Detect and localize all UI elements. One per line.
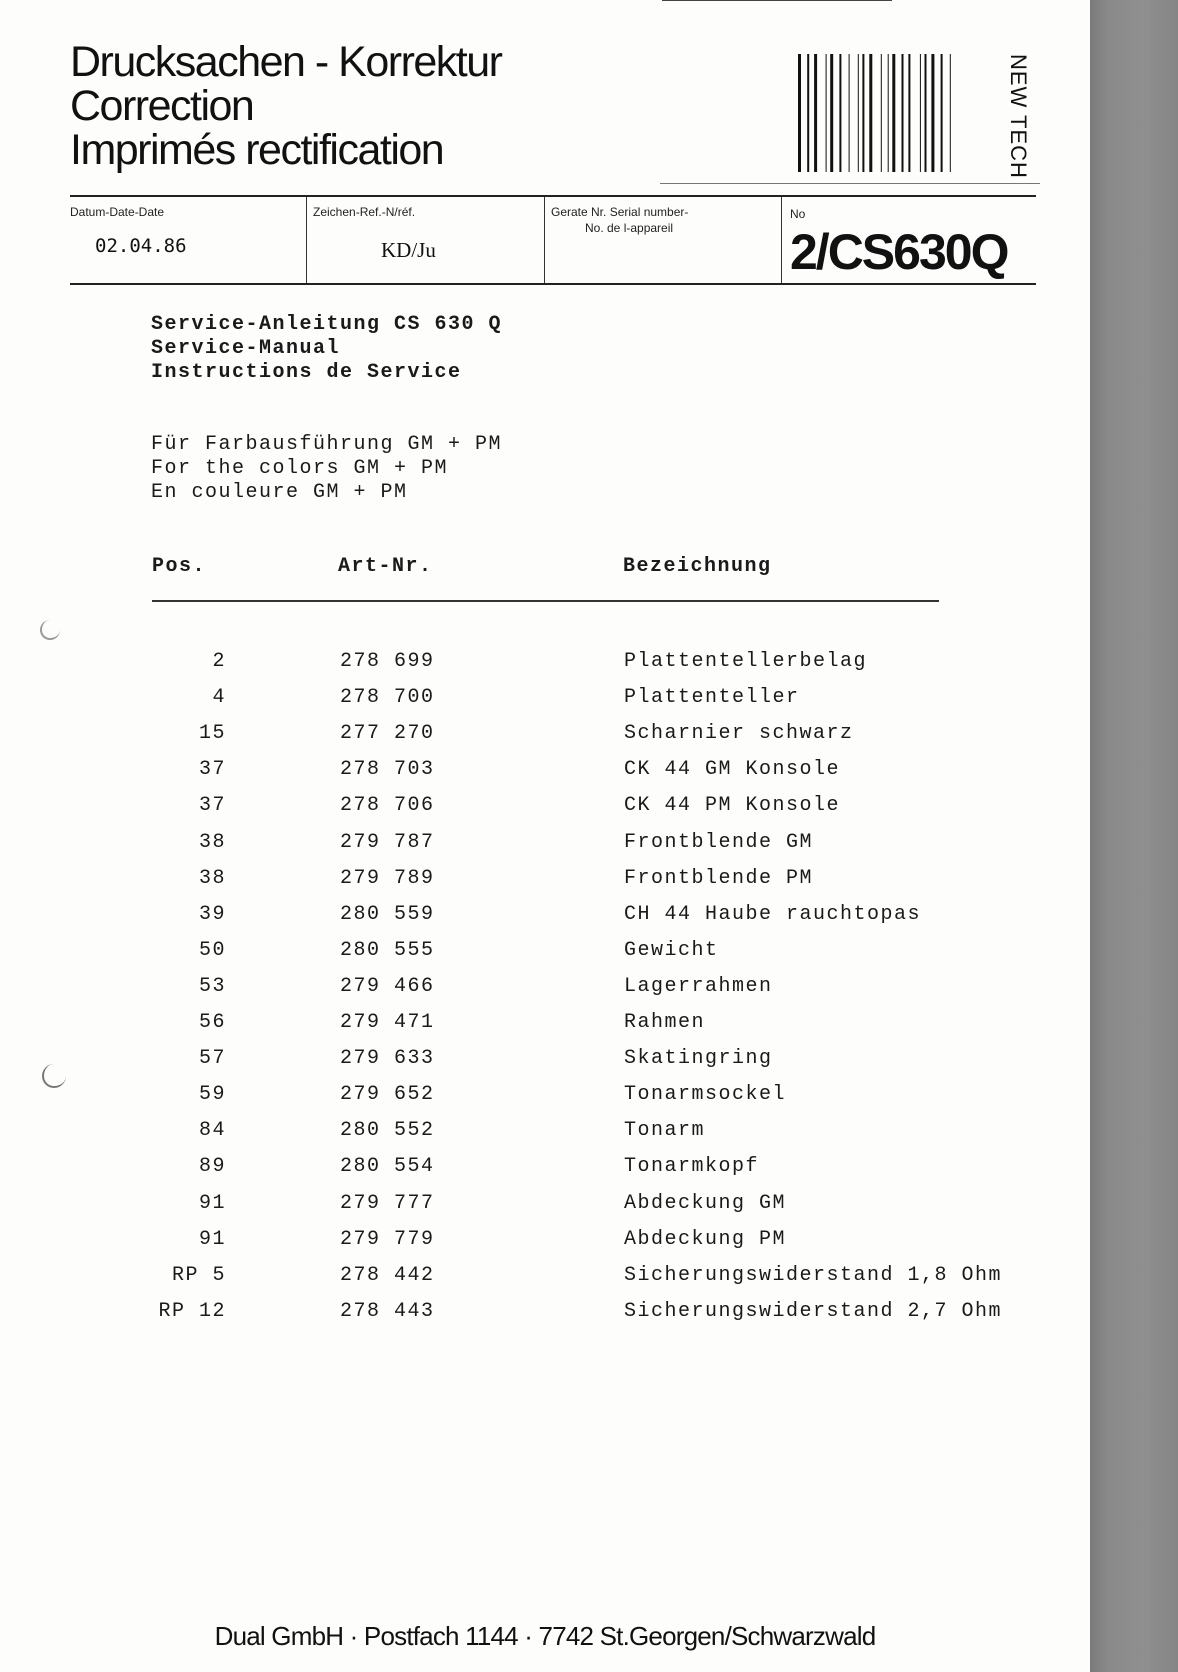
table-row (0, 975, 1090, 1011)
table-cell-bezeichnung: Gewicht (624, 938, 719, 962)
barcode-bar (920, 54, 921, 172)
title-line-french: Imprimés rectification (70, 126, 444, 174)
barcode-bar (931, 54, 934, 172)
barcode-bar (814, 54, 817, 172)
barcode-bar (888, 54, 889, 172)
barcode-bar (892, 54, 895, 172)
color-variant-french: En couleure GM + PM (151, 481, 408, 504)
table-row (0, 903, 1090, 939)
barcode-bar (925, 54, 927, 172)
column-header-bezeichnung: Bezeichnung (623, 555, 772, 578)
manual-title-french: Instructions de Service (151, 361, 462, 384)
table-row (0, 939, 1090, 975)
table-cell-pos: 57 (198, 1047, 226, 1071)
barcode-label: NEW TECH (1006, 54, 1031, 179)
barcode (798, 54, 998, 172)
number-cell (781, 197, 1037, 283)
table-cell-pos: 37 (198, 794, 226, 818)
barcode-bar (798, 54, 801, 172)
table-cell-bezeichnung: Skatingring (624, 1047, 773, 1071)
number-label: No (790, 207, 806, 221)
barcode-bar (902, 54, 904, 172)
table-row (0, 1119, 1090, 1155)
table-cell-bezeichnung: Abdeckung GM (624, 1191, 787, 1215)
table-cell-art-nr: 278 699 (340, 650, 435, 673)
table-row (0, 1192, 1090, 1228)
table-row (0, 758, 1090, 794)
table-cell-art-nr: 279 652 (340, 1083, 435, 1107)
table-row (0, 1264, 1090, 1300)
table-row (0, 831, 1090, 867)
barcode-bar (830, 54, 833, 172)
color-variant-block (151, 433, 502, 505)
color-variant-german: Für Farbausführung GM + PM (151, 433, 503, 456)
table-cell-pos: 53 (198, 974, 226, 998)
barcode-bar (950, 54, 951, 172)
table-row (0, 1155, 1090, 1191)
table-cell-bezeichnung: Scharnier schwarz (624, 722, 854, 746)
table-cell-pos: 56 (198, 1011, 226, 1034)
serial-label-1: Gerate Nr. Serial number- (551, 205, 689, 219)
table-cell-bezeichnung: Lagerrahmen (624, 974, 773, 998)
table-cell-art-nr: 279 633 (340, 1047, 435, 1071)
title-line-german: Drucksachen - Korrektur (70, 38, 502, 86)
table-cell-pos: 15 (198, 722, 226, 746)
table-row (0, 722, 1090, 758)
serial-label-2: No. de l-appareil (585, 221, 674, 235)
barcode-bar (839, 54, 841, 172)
manual-title-block (151, 313, 502, 385)
table-row (0, 650, 1090, 686)
manual-title-english: Service-Manual (151, 337, 341, 360)
document-title (70, 40, 502, 172)
barcode-bar (858, 54, 859, 172)
table-cell-art-nr: 280 554 (340, 1155, 435, 1179)
scan-edge-shadow (1090, 0, 1178, 1672)
footer-address: Dual GmbH · Postfach 1144 · 7742 St.Georgen/Schwarzwald (214, 1621, 876, 1651)
table-cell-art-nr: 279 466 (340, 974, 435, 998)
barcode-bar (908, 54, 910, 172)
barcode-bar (826, 54, 827, 172)
table-row (0, 794, 1090, 830)
table-cell-art-nr: 280 552 (340, 1119, 435, 1143)
table-cell-bezeichnung: Plattenteller (624, 686, 800, 710)
table-cell-art-nr: 278 442 (340, 1263, 435, 1287)
table-cell-pos: 89 (198, 1155, 226, 1179)
table-cell-pos: 91 (198, 1191, 226, 1215)
table-cell-pos: 37 (198, 758, 226, 782)
table-cell-bezeichnung: Tonarmkopf (624, 1155, 760, 1179)
table-header-rule (152, 600, 939, 602)
table-cell-art-nr: 280 559 (340, 902, 435, 926)
table-cell-pos: 59 (198, 1083, 226, 1107)
table-cell-bezeichnung: Abdeckung PM (624, 1227, 787, 1251)
table-cell-pos: 50 (198, 938, 226, 962)
header-table (70, 195, 1036, 285)
table-cell-pos: RP 5 (171, 1263, 226, 1287)
table-row (0, 1011, 1090, 1047)
table-cell-art-nr: 279 779 (340, 1227, 435, 1251)
manual-title-german: Service-Anleitung CS 630 Q (151, 313, 503, 336)
date-value: 02.04.86 (95, 235, 187, 257)
table-cell-art-nr: 279 787 (340, 830, 435, 854)
table-cell-bezeichnung: Frontblende GM (624, 830, 814, 854)
table-cell-bezeichnung: CK 44 GM Konsole (624, 758, 841, 782)
table-cell-art-nr: 279 789 (340, 866, 435, 890)
barcode-bar (849, 54, 850, 172)
table-cell-bezeichnung: Sicherungswiderstand 2,7 Ohm (624, 1299, 1003, 1323)
column-header-pos: Pos. (152, 555, 207, 578)
table-cell-bezeichnung: Rahmen (624, 1011, 706, 1034)
barcode-bar (941, 54, 943, 172)
serial-cell (544, 197, 782, 283)
table-cell-art-nr: 279 471 (340, 1011, 435, 1034)
table-cell-pos: 38 (198, 830, 226, 854)
table-cell-pos: 91 (198, 1227, 226, 1251)
title-line-english: Correction (70, 82, 254, 130)
table-cell-bezeichnung: Plattentellerbelag (624, 650, 868, 673)
header-top-rule (660, 183, 1040, 184)
table-cell-pos: 4 (212, 686, 226, 710)
table-cell-art-nr: 278 443 (340, 1299, 435, 1323)
table-cell-bezeichnung: Tonarm (624, 1119, 706, 1143)
table-cell-art-nr: 279 777 (340, 1191, 435, 1215)
table-cell-pos: 38 (198, 866, 226, 890)
table-cell-bezeichnung: CK 44 PM Konsole (624, 794, 841, 818)
table-cell-pos: RP 12 (158, 1299, 226, 1323)
table-cell-pos: 84 (198, 1119, 226, 1143)
table-cell-art-nr: 278 703 (340, 758, 435, 782)
table-row (0, 1300, 1090, 1336)
table-cell-pos: 39 (198, 902, 226, 926)
color-variant-english: For the colors GM + PM (151, 457, 449, 480)
punch-mark-upper (40, 620, 60, 640)
table-cell-art-nr: 277 270 (340, 722, 435, 746)
table-cell-bezeichnung: Tonarmsockel (624, 1083, 787, 1107)
top-edge-line (662, 0, 892, 1)
table-cell-art-nr: 278 706 (340, 794, 435, 818)
date-label: Datum-Date-Date (70, 205, 165, 219)
table-cell-bezeichnung: CH 44 Haube rauchtopas (624, 902, 922, 926)
table-cell-art-nr: 278 700 (340, 686, 435, 710)
table-row (0, 1083, 1090, 1119)
table-cell-pos: 2 (212, 650, 226, 673)
barcode-bar (881, 54, 882, 172)
date-cell (70, 197, 306, 283)
table-cell-art-nr: 280 555 (340, 938, 435, 962)
table-row (0, 867, 1090, 903)
punch-mark-lower (42, 1064, 66, 1088)
reference-label: Zeichen-Ref.-N/réf. (313, 205, 416, 219)
column-header-art-nr: Art-Nr. (338, 555, 433, 578)
document-number: 2/CS630Q (790, 224, 1008, 280)
table-row (0, 686, 1090, 722)
barcode-bar (807, 54, 809, 172)
table-row (0, 1228, 1090, 1264)
reference-cell (306, 197, 545, 283)
table-cell-bezeichnung: Sicherungswiderstand 1,8 Ohm (624, 1263, 1003, 1287)
table-row (0, 1047, 1090, 1083)
reference-value: KD/Ju (381, 238, 436, 262)
table-cell-bezeichnung: Frontblende PM (624, 866, 814, 890)
barcode-bar (862, 54, 864, 172)
barcode-bar (869, 54, 872, 172)
